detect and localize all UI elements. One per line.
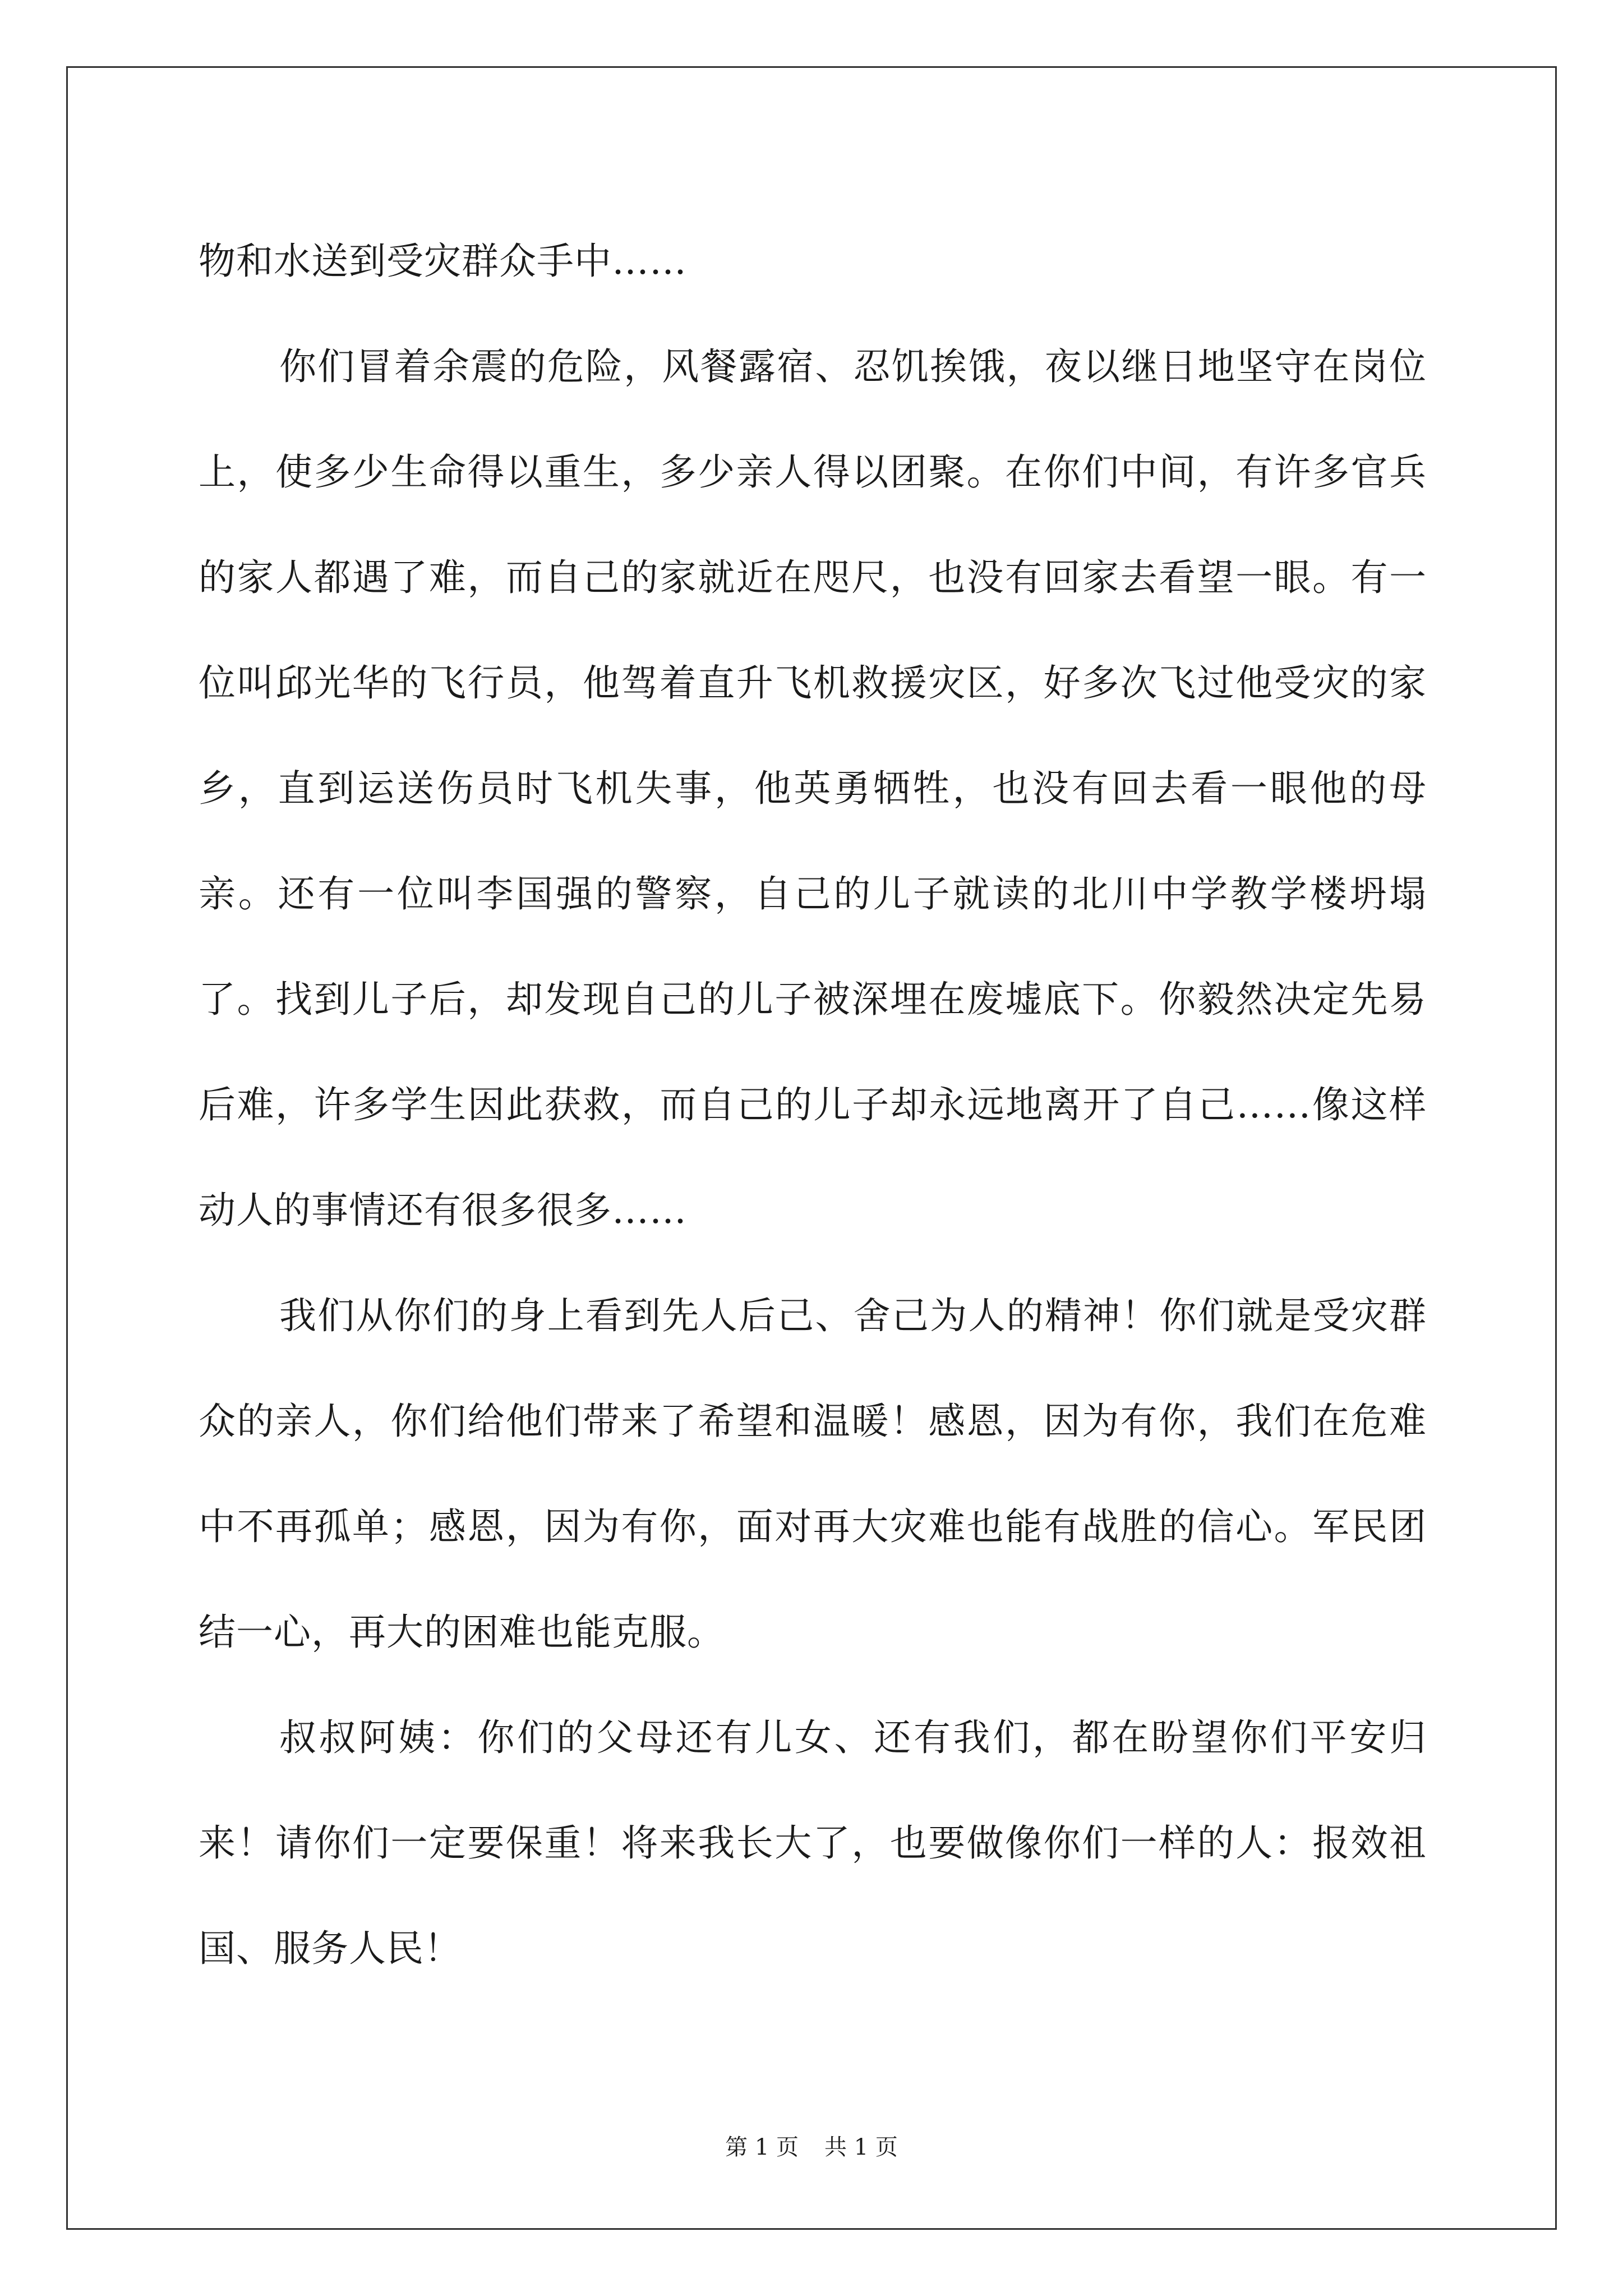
- page-number: 第 1 页: [725, 2134, 799, 2160]
- document-body: [199, 209, 1427, 2001]
- page-footer: [0, 2129, 1623, 2161]
- total-pages: 共 1 页: [824, 2134, 898, 2160]
- paragraph-2: 你们冒着余震的危险，风餐露宿、忍饥挨饿，夜以继日地坚守在岗位上，使多少生命得以重生，多少亲人得以团聚。在你们中间，有许多官兵的家人都遇了难，而自己的家就近在咫尺，也没有回家去看望一眼。有一位叫邱光华的飞行员，他驾着直升飞机救援灾区，好多次飞过他受灾的家乡，直到运送伤员时飞机失事，他英勇牺牲，也没有回去看一眼他的母亲。还有一位叫李国强的警察，自己的儿子就读的北川中学教学楼坍塌了。找到儿子后，却发现自己的儿子被深埋在废墟底下。你毅然决定先易后难，许多学生因此获救，而自己的儿子却永远地离开了自己……像这样动人的事情还有很多很多……: [199, 345, 1427, 1232]
- paragraph-1: 物和水送到受灾群众手中……: [199, 240, 687, 283]
- paragraph-3: 我们从你们的身上看到先人后己、舍己为人的精神！你们就是受灾群众的亲人，你们给他们带来了希望和温暖！感恩，因为有你，我们在危难中不再孤单；感恩，因为有你，面对再大灾难也能有战胜的信心。军民团结一心，再大的困难也能克服。: [199, 1294, 1427, 1654]
- paragraph-4: 叔叔阿姨：你们的父母还有儿女、还有我们，都在盼望你们平安归来！请你们一定要保重！将来我长大了，也要做像你们一样的人：报效祖国、服务人民！: [199, 1716, 1427, 1970]
